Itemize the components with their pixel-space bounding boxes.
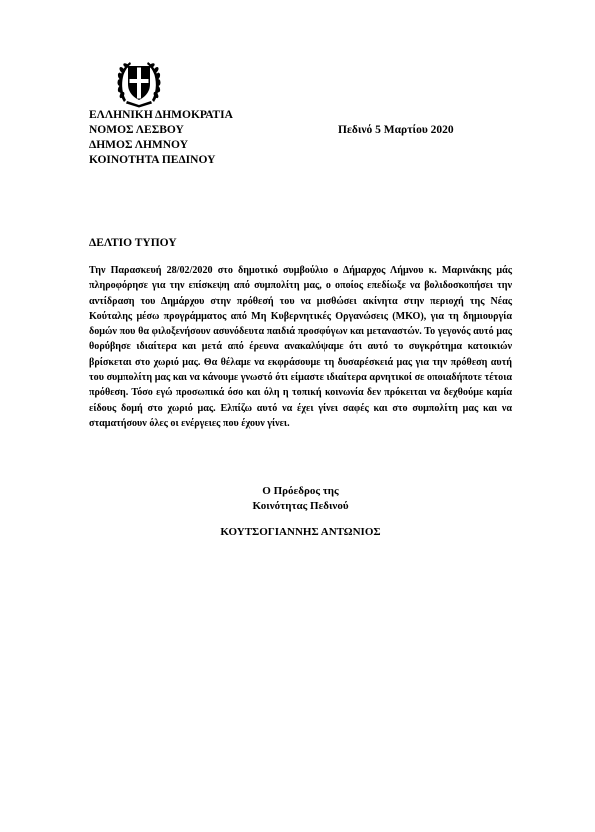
issuer-prefecture: ΝΟΜΟΣ ΛΕΣΒΟΥ — [89, 124, 184, 136]
signature-block — [89, 484, 512, 540]
issuer-country: ΕΛΛΗΝΙΚΗ ΔΗΜΟΚΡΑΤΙΑ — [89, 109, 233, 121]
signature-title-line1: Ο Πρόεδρος της — [262, 485, 339, 497]
greek-coat-of-arms-icon — [116, 58, 162, 108]
issuer-municipality: ΔΗΜΟΣ ΛΗΜΝΟΥ — [89, 139, 189, 151]
signatory-name: ΚΟΥΤΣΟΓΙΑΝΝΗΣ ΑΝΤΩΝΙΟΣ — [220, 526, 381, 538]
document-heading: ΔΕΛΤΙΟ ΤΥΠΟΥ — [89, 237, 177, 249]
issuer-block — [89, 108, 233, 168]
issuer-community: ΚΟΙΝΟΤΗΤΑ ΠΕΔΙΝΟΥ — [89, 154, 216, 166]
signature-title-line2: Κοινότητας Πεδινού — [252, 500, 349, 512]
document-body: Την Παρασκευή 28/02/2020 στο δημοτικό συμβούλιο ο Δήμαρχος Λήμνου κ. Μαρινάκης μάς πληροφόρησε για την επίσκεψη από συμπολίτη μας, ο οποίος επεδίωξε να βολιδοσκοπήσει την αντίδραση του Δημάρχου στην πρόθεσή του να μισθώσει ακίνητα στην περιοχή της Νέας Κούταλης μέσω προγράμματος από Μη Κυβερνητικές Οργανώσεις (ΜΚΟ), για τη δημιουργία δομών που θα φιλοξενήσουν ασυνόδευτα παιδιά προσφύγων και μεταναστών. Το γεγονός αυτό μας θορύβησε ιδιαίτερα και μετά από έρευνα ανακαλύψαμε ότι αυτό το συγκρότημα κατοικιών βρίσκεται στο χωριό μας. Θα θέλαμε να εκφράσουμε τη δυσαρέσκειά μας για την πρόθεση αυτή του συμπολίτη μας και να κάνουμε γνωστό ότι είμαστε ιδιαίτερα αρνητικοί σε οποιαδήποτε τέτοια πρόθεση. Τόσο εγώ προσωπικά όσο και όλη η τοπική κοινωνία δεν πρόκειται να δεχθούμε καμία είδους δομή στο χωριό μας. Ελπίζω αυτό να έχει γίνει σαφές και στο συμπολίτη μας και να σταματήσουν όλες οι ενέργειες που έχουν γίνει. — [89, 265, 512, 429]
document-date: Πεδινό 5 Μαρτίου 2020 — [338, 124, 454, 136]
